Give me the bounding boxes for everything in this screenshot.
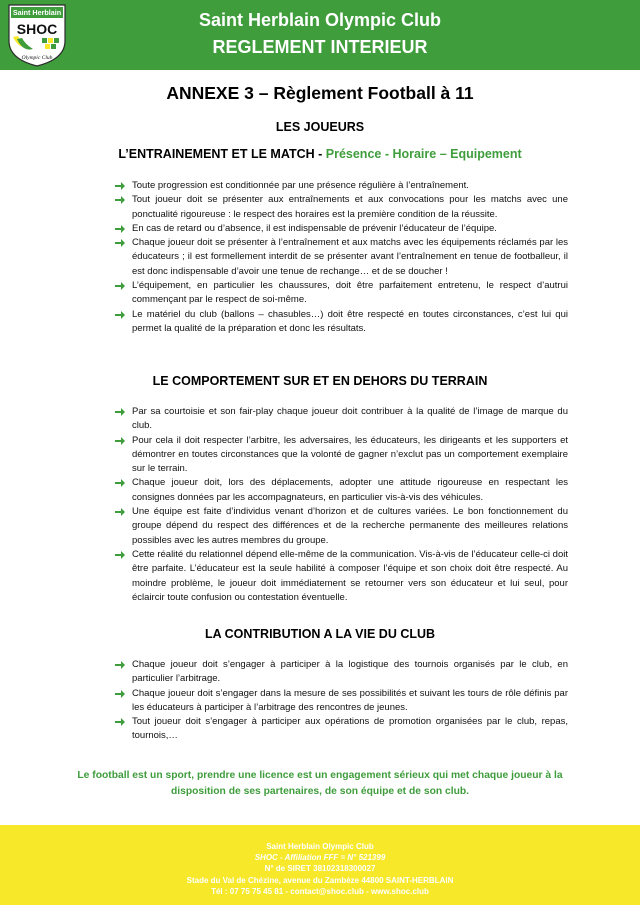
section-heading-contribution: LA CONTRIBUTION A LA VIE DU CLUB xyxy=(204,627,436,641)
footer-siret: N° de SIRET 38102318300027 xyxy=(264,864,376,874)
section-subheading-entrainement xyxy=(0,146,640,162)
arrow-right-icon xyxy=(114,193,126,207)
footer-contact: Tél : 07 75 75 45 81 - contact@shoc.club - www.shoc.club xyxy=(211,886,429,896)
logo-top-text: Saint Herblain xyxy=(12,8,62,17)
logo-main-text: SHOC xyxy=(16,21,58,37)
list-item xyxy=(114,715,568,744)
list-item-text: Chaque joueur doit s’engager à participer à la logistique des tournois organisés par le club, en particulier l’arbitrage. xyxy=(132,659,568,685)
list-item-text: Par sa courtoisie et son fair-play chaque joueur doit contribuer à la qualité de l’image de marque du club. xyxy=(132,406,568,432)
section-heading-comportement: LE COMPORTEMENT SUR ET EN DEHORS DU TERRAIN xyxy=(152,374,488,388)
list-item xyxy=(114,548,568,605)
footer-club-name: Saint Herblain Olympic Club xyxy=(266,842,374,851)
list-item xyxy=(114,236,568,279)
closing-statement xyxy=(60,768,580,800)
list-item-text: Pour cela il doit respecter l’arbitre, les adversaires, les éducateurs, les dirigeants et les supporters et démontrer en toutes circonstances que la volonté de gagner n’exclut pas un comportement exemplaire sur le terrain. xyxy=(132,434,568,475)
subheading-rest: Présence - Horaire – Equipement xyxy=(325,147,522,161)
arrow-right-icon xyxy=(114,548,126,562)
list-item xyxy=(114,308,568,337)
list-item xyxy=(114,279,568,308)
subheading-main: L’ENTRAINEMENT ET LE MATCH - xyxy=(118,147,326,161)
list-item xyxy=(114,193,568,222)
list-item-text: En cas de retard ou d’absence, il est indispensable de prévenir l’éducateur de l’équipe. xyxy=(132,222,497,234)
list-item xyxy=(114,476,568,505)
page-header xyxy=(0,0,640,70)
list-item xyxy=(114,222,568,236)
list-comportement xyxy=(114,405,568,605)
list-item-text: L’équipement, en particulier les chaussures, doit être parfaitement entretenu, le respect d’autrui commençant par le respect de soi-même. xyxy=(132,280,568,306)
closing-line-1: Le football est un sport, prendre une licence est un engagement sérieux qui met chaque joueur à la xyxy=(77,770,563,781)
section-heading-joueurs: LES JOUEURS xyxy=(275,120,365,134)
footer-contact-block xyxy=(0,841,640,897)
list-contribution xyxy=(114,658,568,744)
arrow-right-icon xyxy=(114,405,126,419)
list-item-text: Chaque joueur doit, lors des déplacements, adopter une attitude rigoureuse en respectant les consignes données par les accompagnateurs, en particulier vis-à-vis des véhicules. xyxy=(132,477,568,503)
page-footer xyxy=(0,825,640,905)
list-item xyxy=(114,405,568,434)
list-item-text: Tout joueur doit s’engager à participer aux opérations de promotion organisées par le club, repas, tournois,… xyxy=(132,716,568,742)
annexe-title: ANNEXE 3 – Règlement Football à 11 xyxy=(166,83,474,103)
arrow-right-icon xyxy=(114,279,126,293)
arrow-right-icon xyxy=(114,658,126,672)
arrow-right-icon xyxy=(114,476,126,490)
arrow-right-icon xyxy=(114,179,126,193)
list-item xyxy=(114,505,568,548)
arrow-right-icon xyxy=(114,434,126,448)
list-item xyxy=(114,687,568,716)
list-item-text: Une équipe est faite d’individus venant d’horizon et de cultures variées. Le bon fonctionnement du groupe dépend du respect des différences et de la recherche permanente des meilleures relations possibles avec les autres membres du groupe. xyxy=(132,506,568,546)
document-title: REGLEMENT INTERIEUR xyxy=(212,37,428,57)
list-item-text: Le matériel du club (ballons – chasubles…) doit être respecté en toutes circonstances, c’est lui qui permet la qualité de la préparation et donc les résultats. xyxy=(132,308,568,334)
list-joueurs xyxy=(114,179,568,336)
arrow-right-icon xyxy=(114,715,126,729)
list-item-text: Tout joueur doit se présenter aux entraînements et aux convocations pour les matchs avec une ponctualité rigoureuse : le respect des horaires est la première condition de la réussite. xyxy=(132,194,568,220)
arrow-right-icon xyxy=(114,236,126,250)
footer-affiliation: SHOC - Affiliation FFF = N° 521399 xyxy=(254,853,386,863)
list-item-text: Chaque joueur doit se présenter à l’entraînement et aux matchs avec les équipements réclamés par les éducateurs ; il est formellement interdit de se présenter avant l’entraînement en tenue de footballeur, il est donc indispensable d’avoir une tenue de rechange… et de se doucher ! xyxy=(132,237,568,277)
list-item xyxy=(114,434,568,477)
list-item xyxy=(114,179,568,193)
club-name: Saint Herblain Olympic Club xyxy=(198,10,442,30)
arrow-right-icon xyxy=(114,505,126,519)
list-item-text: Toute progression est conditionnée par une présence régulière à l’entraînement. xyxy=(132,180,469,191)
footer-address: Stade du Val de Chézine, avenue du Zambèze 44800 SAINT-HERBLAIN xyxy=(186,875,454,885)
logo-script-text: Olympic Club xyxy=(21,55,53,61)
arrow-right-icon xyxy=(114,222,126,236)
arrow-right-icon xyxy=(114,308,126,322)
closing-line-2: disposition de ses partenaires, de son équipe et de son club. xyxy=(170,786,470,797)
arrow-right-icon xyxy=(114,687,126,701)
list-item-text: Chaque joueur doit s’engager dans la mesure de ses possibilités et suivant les tours de rôle définis par les éducateurs à participer à l’arbitrage des rencontres de jeunes. xyxy=(132,687,568,713)
list-item-text: Cette réalité du relationnel dépend elle-même de la communication. Vis-à-vis de l’éducateur celle-ci doit être parfaite. L’éducateur est la seule habilité à composer l’équipe et son choix doit être respecté. Au moindre problème, le joueur doit immédiatement se retourner vers son éducateur et lui seul, pour éclaircir toute confusion ou contestation éventuelle. xyxy=(132,548,568,603)
list-item xyxy=(114,658,568,687)
